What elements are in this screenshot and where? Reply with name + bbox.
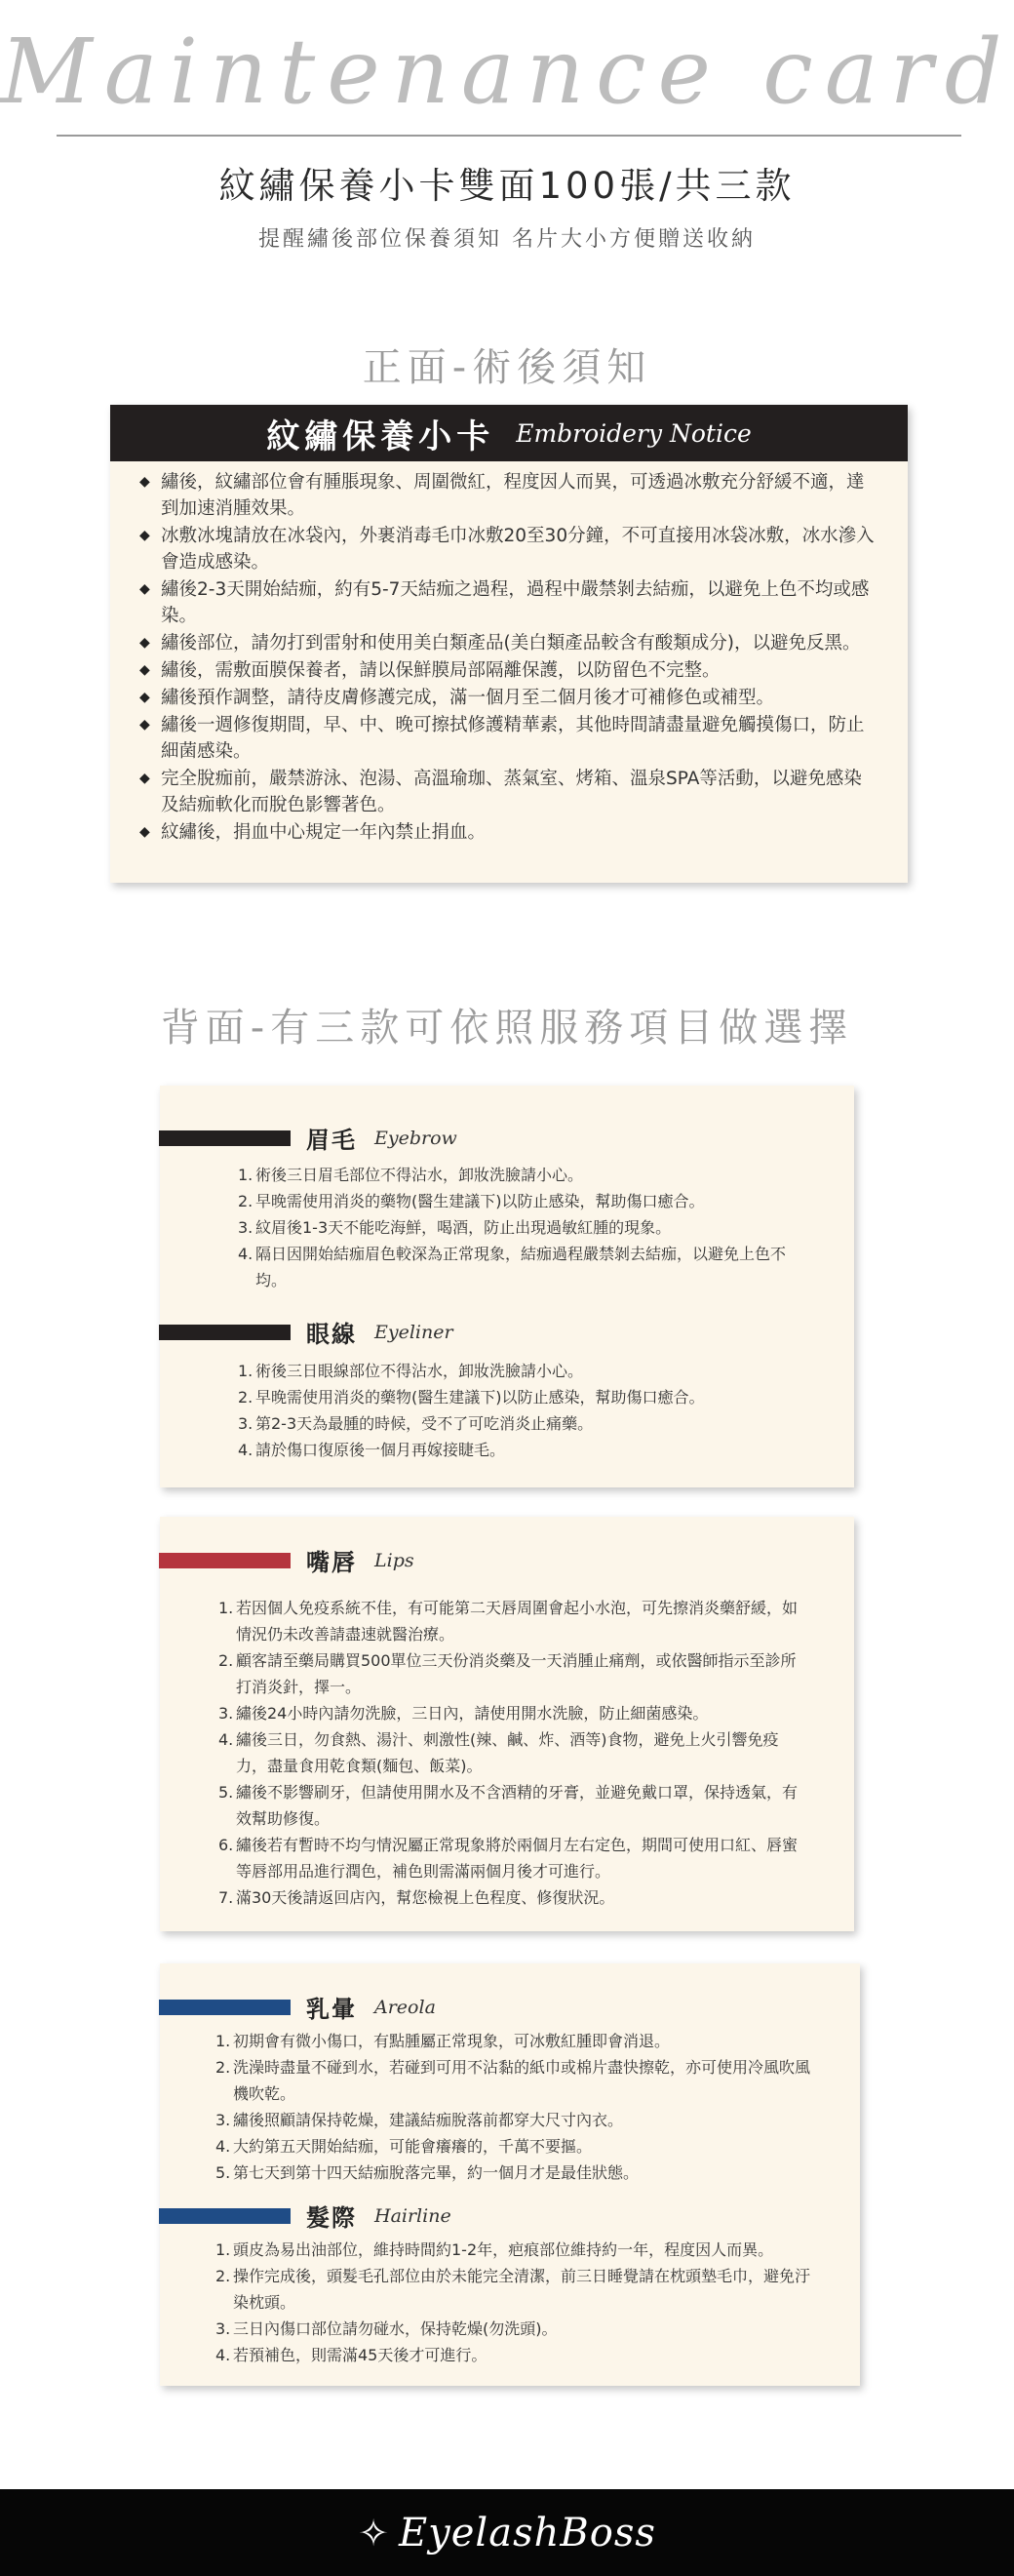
lips-heading-bar	[159, 1553, 291, 1568]
notice-item	[139, 657, 878, 684]
notice-item-text: 繡後預作調整，請待皮膚修護完成，滿一個月至二個月後才可補修色或補型。	[161, 688, 775, 708]
eyebrow-heading-bar	[159, 1130, 291, 1146]
step-number: 3.	[238, 1218, 254, 1237]
footer-brand-bar	[0, 2489, 1014, 2576]
notice-item	[139, 630, 878, 656]
step-text: 繡後24小時內請勿洗臉，三日內，請使用開水洗臉，防止細菌感染。	[236, 1704, 709, 1723]
notice-item-text: 繡後，紋繡部位會有腫脹現象、周圍微紅，程度因人而異，可透過冰敷充分舒緩不適，達到加速消腫效果。	[161, 472, 865, 519]
hairline-steps	[160, 2233, 860, 2368]
diamond-bullet-icon: ◆	[139, 824, 150, 840]
step-number: 5.	[215, 2163, 231, 2182]
eyebrow-step	[238, 1214, 796, 1241]
notice-item-text: 繡後一週修復期間，早、中、晚可擦拭修護精華素，其他時間請盡量避免觸摸傷口，防止細菌感染。	[161, 715, 865, 762]
step-number: 6.	[218, 1836, 234, 1854]
step-number: 3.	[215, 2319, 231, 2338]
notice-item	[139, 685, 878, 711]
step-number: 5.	[218, 1783, 234, 1802]
areola-title-en: Areola	[374, 1996, 436, 2018]
eyeliner-title-zh: 眼線	[306, 1321, 357, 1348]
front-card-header	[110, 405, 908, 461]
lips-step	[218, 1779, 800, 1832]
hairline-step	[215, 2342, 821, 2368]
eyeliner-step	[238, 1437, 796, 1463]
eyebrow-title-en: Eyebrow	[374, 1127, 457, 1149]
diamond-bullet-icon: ◆	[139, 635, 150, 651]
front-card-title-zh: 紋繡保養小卡	[266, 416, 495, 456]
lips-step	[218, 1884, 800, 1911]
step-number: 2.	[215, 2058, 231, 2077]
step-text: 隔日因開始結痂眉色較深為正常現象，結痂過程嚴禁剝去結痂，以避免上色不均。	[255, 1245, 787, 1289]
eyeliner-step	[238, 1384, 796, 1410]
front-section-title: 正面-術後須知	[362, 345, 652, 390]
notice-item	[139, 766, 878, 818]
step-number: 2.	[218, 1651, 234, 1670]
eyeliner-step	[238, 1410, 796, 1437]
step-text: 洗澡時盡量不碰到水，若碰到可用不沾黏的紙巾或棉片盡快擦乾，亦可使用冷風吹風機吹乾。	[233, 2058, 811, 2103]
notice-item	[139, 469, 878, 522]
notice-item	[139, 819, 878, 846]
lips-card	[160, 1517, 854, 1931]
step-number: 7.	[218, 1888, 234, 1907]
step-text: 第七天到第十四天結痂脫落完畢，約一個月才是最佳狀態。	[233, 2163, 640, 2182]
diamond-bullet-icon: ◆	[139, 662, 150, 678]
hairline-title-en: Hairline	[374, 2204, 451, 2227]
step-text: 繡後不影響刷牙，但請使用開水及不含酒精的牙膏，並避免戴口罩，保持透氣，有效幫助修復。	[236, 1783, 799, 1828]
step-text: 第2-3天為最腫的時候，受不了可吃消炎止痛藥。	[255, 1414, 594, 1433]
eyebrow-heading	[159, 1121, 854, 1155]
step-number: 1.	[215, 2032, 231, 2050]
eyebrow-step	[238, 1188, 796, 1214]
eyeliner-title-en: Eyeliner	[374, 1321, 453, 1343]
areola-step	[215, 2054, 821, 2107]
areola-step	[215, 2028, 821, 2054]
lips-heading	[159, 1543, 854, 1577]
step-text: 三日內傷口部位請勿碰水，保持乾燥(勿洗頭)。	[233, 2319, 558, 2338]
step-number: 1.	[238, 1362, 254, 1380]
step-number: 4.	[215, 2137, 231, 2156]
main-heading: 紋繡保養小卡雙面100張/共三款	[218, 165, 796, 207]
step-number: 1.	[218, 1599, 234, 1617]
step-number: 2.	[238, 1388, 254, 1407]
eyebrow-step	[238, 1162, 796, 1188]
swallow-logo-icon: ✧	[358, 2511, 389, 2555]
diamond-bullet-icon: ◆	[139, 717, 150, 733]
areola-step	[215, 2133, 821, 2160]
step-number: 3.	[238, 1414, 254, 1433]
diamond-bullet-icon: ◆	[139, 581, 150, 597]
step-number: 4.	[238, 1441, 254, 1459]
notice-item-text: 繡後2-3天開始結痂，約有5-7天結痂之過程，過程中嚴禁剝去結痂，以避免上色不均或感染。	[161, 579, 870, 626]
notice-item-text: 繡後，需敷面膜保養者，請以保鮮膜局部隔離保護，以防留色不完整。	[161, 660, 721, 681]
lips-step	[218, 1726, 800, 1779]
diamond-bullet-icon: ◆	[139, 474, 150, 490]
step-number: 2.	[215, 2267, 231, 2285]
step-number: 3.	[218, 1704, 234, 1723]
areola-hairline-card	[160, 1963, 860, 2386]
hairline-step	[215, 2263, 821, 2316]
areola-title-zh: 乳暈	[306, 1996, 357, 2023]
step-number: 2.	[238, 1192, 254, 1210]
step-text: 操作完成後，頭髮毛孔部位由於未能完全清潔，前三日睡覺請在枕頭墊毛巾，避免汙染枕頭。	[233, 2267, 811, 2312]
step-text: 繡後照顧請保持乾燥，建議結痂脫落前都穿大尺寸內衣。	[233, 2111, 624, 2129]
eyeliner-steps	[160, 1349, 854, 1463]
step-text: 繡後三日，勿食熱、湯汁、刺激性(辣、鹹、炸、酒等)食物，避免上火引響免疫力，盡量食用乾食類(麵包、飯菜)。	[236, 1730, 779, 1775]
eyebrow-step	[238, 1241, 796, 1293]
areola-steps	[160, 2024, 860, 2186]
hairline-heading	[159, 2199, 860, 2233]
sub-heading: 提醒繡後部位保養須知 名片大小方便贈送收納	[258, 227, 756, 252]
step-number: 3.	[215, 2111, 231, 2129]
diamond-bullet-icon: ◆	[139, 528, 150, 543]
step-text: 若因個人免疫系統不佳，有可能第二天唇周圍會起小水泡，可先擦消炎藥舒緩，如情況仍未改善請盡速就醫治療。	[236, 1599, 799, 1644]
step-text: 顧客請至藥局購買500單位三天份消炎藥及一天消腫止痛劑，或依醫師指示至診所打消炎針，擇一。	[236, 1651, 797, 1696]
eyebrow-eyeliner-card	[160, 1086, 854, 1487]
lips-step	[218, 1595, 800, 1647]
step-text: 繡後若有暫時不均勻情況屬正常現象將於兩個月左右定色，期間可使用口紅、唇蜜等唇部用品進行潤色，補色則需滿兩個月後才可進行。	[236, 1836, 799, 1881]
notice-item	[139, 712, 878, 765]
hero-script-title: Maintenance card	[0, 20, 1014, 124]
hairline-step	[215, 2316, 821, 2342]
notice-list	[110, 461, 908, 846]
hairline-step	[215, 2237, 821, 2263]
hero-divider	[57, 135, 961, 137]
step-number: 4.	[215, 2346, 231, 2364]
step-text: 請於傷口復原後一個月再嫁接睫毛。	[255, 1441, 506, 1459]
hairline-heading-bar	[159, 2208, 291, 2224]
brand-logo-text: EyelashBoss	[398, 2510, 656, 2556]
step-text: 若預補色，則需滿45天後才可進行。	[233, 2346, 488, 2364]
step-number: 1.	[215, 2240, 231, 2259]
lips-step	[218, 1832, 800, 1884]
step-number: 1.	[238, 1166, 254, 1184]
step-text: 早晚需使用消炎的藥物(醫生建議下)以防止感染，幫助傷口癒合。	[255, 1388, 705, 1407]
step-text: 術後三日眼線部位不得沾水，卸妝洗臉請小心。	[255, 1362, 584, 1380]
step-number: 4.	[218, 1730, 234, 1749]
step-text: 紋眉後1-3天不能吃海鮮，喝酒，防止出現過敏紅腫的現象。	[255, 1218, 672, 1237]
step-number: 4.	[238, 1245, 254, 1263]
notice-item-text: 繡後部位，請勿打到雷射和使用美白類產品(美白類產品較含有酸類成分)，以避免反黑。	[161, 633, 861, 654]
diamond-bullet-icon: ◆	[139, 771, 150, 786]
notice-item-text: 冰敷冰塊請放在冰袋內，外裹消毒毛巾冰敷20至30分鐘，不可直接用冰袋冰敷，冰水滲入會造成感染。	[161, 526, 875, 573]
lips-step	[218, 1700, 800, 1726]
areola-step	[215, 2160, 821, 2186]
lips-step	[218, 1647, 800, 1700]
notice-item-text: 紋繡後，捐血中心規定一年內禁止捐血。	[161, 822, 487, 843]
areola-step	[215, 2107, 821, 2133]
lips-title-en: Lips	[374, 1549, 414, 1571]
areola-heading-bar	[159, 2000, 291, 2015]
hairline-title-zh: 髮際	[306, 2204, 357, 2232]
front-card-title-en: Embroidery Notice	[516, 418, 752, 448]
step-text: 大約第五天開始結痂，可能會癢癢的，千萬不要摳。	[233, 2137, 593, 2156]
notice-item	[139, 523, 878, 575]
notice-item-text: 完全脫痂前，嚴禁游泳、泡湯、高溫瑜珈、蒸氣室、烤箱、溫泉SPA等活動，以避免感染及結痂軟化而脫色影響著色。	[161, 769, 862, 815]
back-section-title: 背面-有三款可依照服務項目做選擇	[160, 1006, 854, 1050]
step-text: 早晚需使用消炎的藥物(醫生建議下)以防止感染，幫助傷口癒合。	[255, 1192, 705, 1210]
lips-title-zh: 嘴唇	[306, 1549, 357, 1576]
eyeliner-heading	[159, 1315, 854, 1349]
eyebrow-steps	[160, 1155, 854, 1293]
eyeliner-heading-bar	[159, 1325, 291, 1340]
areola-heading	[159, 1990, 860, 2024]
notice-item	[139, 576, 878, 629]
step-text: 術後三日眉毛部位不得沾水，卸妝洗臉請小心。	[255, 1166, 584, 1184]
step-text: 初期會有微小傷口，有點腫屬正常現象，可冰敷紅腫即會消退。	[233, 2032, 671, 2050]
step-text: 頭皮為易出油部位，維持時間約1-2年，疤痕部位維持約一年，程度因人而異。	[233, 2240, 774, 2259]
front-notice-card	[110, 405, 908, 883]
step-text: 滿30天後請返回店內，幫您檢視上色程度、修復狀況。	[236, 1888, 615, 1907]
lips-steps	[160, 1577, 854, 1911]
eyeliner-step	[238, 1358, 796, 1384]
eyebrow-title-zh: 眉毛	[306, 1127, 357, 1154]
diamond-bullet-icon: ◆	[139, 690, 150, 705]
